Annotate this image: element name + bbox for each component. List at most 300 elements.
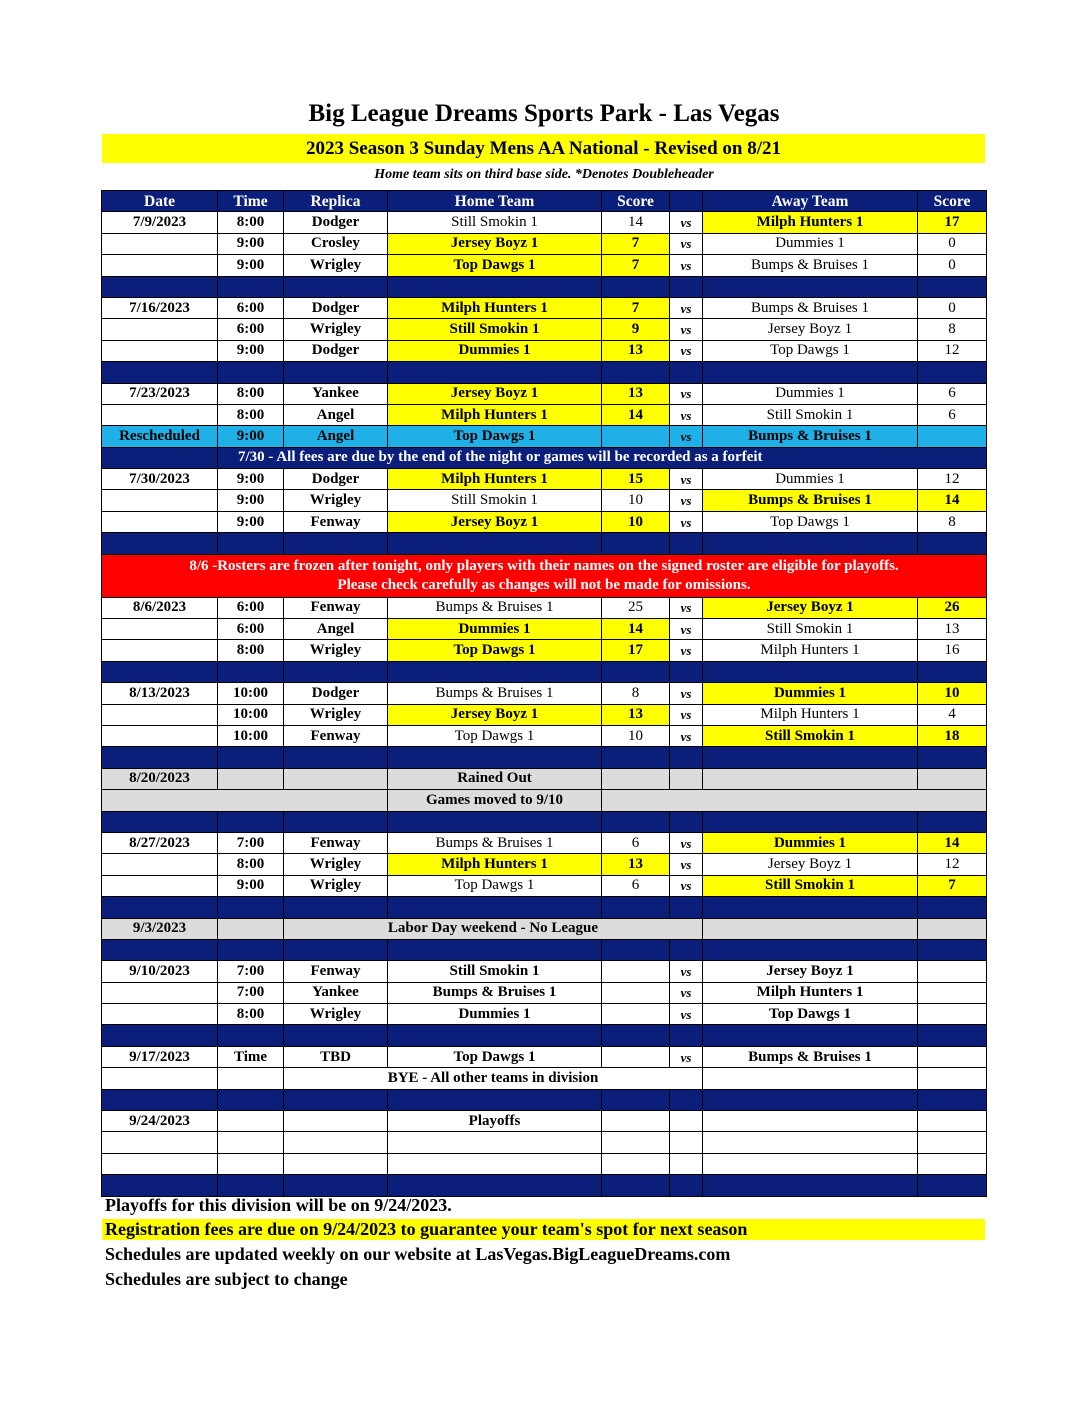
vs-label: vs bbox=[670, 875, 703, 896]
separator-cell bbox=[918, 661, 987, 682]
cell-time: 9:00 bbox=[218, 469, 284, 490]
blank-cell bbox=[102, 790, 388, 811]
cell-away-score: 7 bbox=[918, 875, 987, 896]
cell-home-team: Still Smokin 1 bbox=[388, 212, 602, 233]
rained-out-row bbox=[102, 768, 987, 789]
footer-change-note: Schedules are subject to change bbox=[105, 1269, 348, 1289]
game-row bbox=[102, 854, 987, 875]
separator-cell bbox=[918, 276, 987, 297]
vs-label: vs bbox=[670, 597, 703, 618]
vs-label: vs bbox=[670, 704, 703, 725]
cell-date bbox=[102, 875, 218, 896]
blank-cell bbox=[703, 768, 918, 789]
blank-cell bbox=[918, 1111, 987, 1132]
separator-cell bbox=[284, 747, 388, 768]
cell-away-team: Bumps & Bruises 1 bbox=[703, 1046, 918, 1067]
game-row bbox=[102, 597, 987, 618]
separator-cell bbox=[388, 811, 602, 832]
separator-cell bbox=[102, 939, 218, 960]
header-home-score: Score bbox=[602, 191, 670, 212]
game-row bbox=[102, 255, 987, 276]
cell-home-team: Still Smokin 1 bbox=[388, 319, 602, 340]
vs-label: vs bbox=[670, 982, 703, 1003]
cell-away-score: 0 bbox=[918, 233, 987, 254]
cell-date bbox=[102, 619, 218, 640]
cell-date: 9/10/2023 bbox=[102, 961, 218, 982]
header-vs bbox=[670, 191, 703, 212]
cell-date bbox=[102, 340, 218, 361]
fee-notice: 7/30 - All fees are due by the end of the night or games will be recorded as a forfeit bbox=[218, 447, 987, 468]
game-row bbox=[102, 490, 987, 511]
cell-replica: Angel bbox=[284, 404, 388, 425]
cell-away-team: Dummies 1 bbox=[703, 233, 918, 254]
cell-time: 6:00 bbox=[218, 597, 284, 618]
separator-cell bbox=[670, 939, 703, 960]
cell-home-score bbox=[602, 982, 670, 1003]
cell-home-team: Bumps & Bruises 1 bbox=[388, 597, 602, 618]
separator-cell bbox=[388, 1025, 602, 1046]
cell-home-team: Still Smokin 1 bbox=[388, 490, 602, 511]
separator-cell bbox=[670, 747, 703, 768]
blank-cell bbox=[703, 918, 918, 939]
separator-cell bbox=[703, 533, 918, 554]
cell-away-team: Milph Hunters 1 bbox=[703, 212, 918, 233]
cell-time: 9:00 bbox=[218, 340, 284, 361]
cell-date: 7/16/2023 bbox=[102, 297, 218, 318]
cell-time: 7:00 bbox=[218, 961, 284, 982]
bye-row bbox=[102, 1068, 987, 1089]
cell-home-team: Milph Hunters 1 bbox=[388, 297, 602, 318]
cell-date: 9/3/2023 bbox=[102, 918, 218, 939]
cell-away-team: Dummies 1 bbox=[703, 832, 918, 853]
blank-cell bbox=[703, 1153, 918, 1174]
header-home-team: Home Team bbox=[388, 191, 602, 212]
cell-home-team: Jersey Boyz 1 bbox=[388, 511, 602, 532]
separator-cell bbox=[670, 811, 703, 832]
blank-cell bbox=[602, 1153, 670, 1174]
home-team-note: Home team sits on third base side. *Denotes Doubleheader bbox=[374, 167, 714, 182]
blank-cell bbox=[670, 1132, 703, 1153]
cell-date bbox=[102, 1004, 218, 1025]
cell-away-team: Top Dawgs 1 bbox=[703, 1004, 918, 1025]
cell-date: 8/20/2023 bbox=[102, 768, 218, 789]
separator-cell bbox=[284, 897, 388, 918]
game-row bbox=[102, 1004, 987, 1025]
blank-cell bbox=[918, 1068, 987, 1089]
separator-cell bbox=[218, 1175, 284, 1196]
separator-cell bbox=[602, 1025, 670, 1046]
cell-away-score: 14 bbox=[918, 832, 987, 853]
separator-cell bbox=[918, 939, 987, 960]
week-separator bbox=[102, 661, 987, 682]
cell-date: Rescheduled bbox=[102, 426, 218, 447]
cell-replica: Yankee bbox=[284, 383, 388, 404]
separator-cell bbox=[670, 1025, 703, 1046]
cell-date: 8/6/2023 bbox=[102, 597, 218, 618]
vs-label: vs bbox=[670, 426, 703, 447]
week-separator bbox=[102, 533, 987, 554]
separator-cell bbox=[703, 1025, 918, 1046]
separator-cell bbox=[670, 897, 703, 918]
separator-cell bbox=[388, 939, 602, 960]
roster-notice-line2: Please check carefully as changes will not be made for omissions. bbox=[337, 576, 751, 593]
cell-replica: Fenway bbox=[284, 725, 388, 746]
game-row bbox=[102, 1046, 987, 1067]
cell-date bbox=[102, 511, 218, 532]
separator-cell bbox=[602, 747, 670, 768]
vs-label: vs bbox=[670, 832, 703, 853]
cell-home-team: Still Smokin 1 bbox=[388, 961, 602, 982]
week-separator bbox=[102, 897, 987, 918]
blank-cell bbox=[703, 1132, 918, 1153]
cell-away-score: 8 bbox=[918, 319, 987, 340]
cell-away-score bbox=[918, 961, 987, 982]
cell-away-score: 12 bbox=[918, 340, 987, 361]
week-separator bbox=[102, 939, 987, 960]
labor-day-row bbox=[102, 918, 987, 939]
blank-cell bbox=[670, 1111, 703, 1132]
schedule-table bbox=[101, 190, 987, 1197]
cell-away-team: Bumps & Bruises 1 bbox=[703, 490, 918, 511]
cell-home-team: Top Dawgs 1 bbox=[388, 255, 602, 276]
separator-cell bbox=[388, 1089, 602, 1110]
game-row bbox=[102, 511, 987, 532]
cell-away-score bbox=[918, 426, 987, 447]
playoffs-row bbox=[102, 1111, 987, 1132]
separator-cell bbox=[284, 276, 388, 297]
cell-replica: Fenway bbox=[284, 511, 388, 532]
game-row bbox=[102, 704, 987, 725]
games-moved-label: Games moved to 9/10 bbox=[388, 790, 602, 811]
cell-away-team: Milph Hunters 1 bbox=[703, 704, 918, 725]
vs-label: vs bbox=[670, 212, 703, 233]
vs-label: vs bbox=[670, 725, 703, 746]
cell-home-score: 10 bbox=[602, 490, 670, 511]
playoffs-label: Playoffs bbox=[388, 1111, 602, 1132]
blank-cell bbox=[918, 1132, 987, 1153]
vs-label: vs bbox=[670, 255, 703, 276]
separator-cell bbox=[670, 1175, 703, 1196]
cell-time: 9:00 bbox=[218, 511, 284, 532]
separator-cell bbox=[388, 276, 602, 297]
cell-time: Time bbox=[218, 1046, 284, 1067]
separator-cell bbox=[102, 362, 218, 383]
vs-label: vs bbox=[670, 297, 703, 318]
separator-cell bbox=[670, 533, 703, 554]
cell-away-team: Bumps & Bruises 1 bbox=[703, 426, 918, 447]
cell-date: 7/23/2023 bbox=[102, 383, 218, 404]
blank-cell bbox=[602, 1132, 670, 1153]
empty-row bbox=[102, 1132, 987, 1153]
cell-home-team: Milph Hunters 1 bbox=[388, 404, 602, 425]
cell-date bbox=[102, 704, 218, 725]
cell-away-team: Top Dawgs 1 bbox=[703, 511, 918, 532]
separator-cell bbox=[284, 811, 388, 832]
blank-cell bbox=[602, 768, 670, 789]
cell-time: 10:00 bbox=[218, 725, 284, 746]
separator-cell bbox=[602, 811, 670, 832]
separator-cell bbox=[918, 747, 987, 768]
cell-replica: Wrigley bbox=[284, 255, 388, 276]
cell-time: 6:00 bbox=[218, 319, 284, 340]
cell-home-team: Bumps & Bruises 1 bbox=[388, 683, 602, 704]
cell-time: 8:00 bbox=[218, 212, 284, 233]
footer-registration-note: Registration fees are due on 9/24/2023 to guarantee your team's spot for next season bbox=[102, 1219, 985, 1240]
header-away-team: Away Team bbox=[703, 191, 918, 212]
cell-away-score bbox=[918, 1004, 987, 1025]
separator-cell bbox=[284, 661, 388, 682]
cell-away-team: Jersey Boyz 1 bbox=[703, 597, 918, 618]
game-row bbox=[102, 404, 987, 425]
vs-label: vs bbox=[670, 383, 703, 404]
cell-replica: Crosley bbox=[284, 233, 388, 254]
cell-home-score: 7 bbox=[602, 233, 670, 254]
vs-label: vs bbox=[670, 640, 703, 661]
vs-label: vs bbox=[670, 233, 703, 254]
vs-label: vs bbox=[670, 1046, 703, 1067]
cell-home-score: 6 bbox=[602, 832, 670, 853]
separator-cell bbox=[703, 747, 918, 768]
games-moved-row bbox=[102, 790, 987, 811]
separator-cell bbox=[102, 1025, 218, 1046]
cell-home-team: Dummies 1 bbox=[388, 1004, 602, 1025]
game-row bbox=[102, 683, 987, 704]
separator-cell bbox=[284, 1089, 388, 1110]
week-separator bbox=[102, 362, 987, 383]
cell-home-score bbox=[602, 1004, 670, 1025]
cell-date: 8/27/2023 bbox=[102, 832, 218, 853]
separator-cell bbox=[602, 1175, 670, 1196]
game-row bbox=[102, 319, 987, 340]
separator-cell bbox=[670, 276, 703, 297]
separator-cell bbox=[388, 661, 602, 682]
blank-cell bbox=[218, 1068, 284, 1089]
cell-home-team: Jersey Boyz 1 bbox=[388, 704, 602, 725]
week-separator bbox=[102, 276, 987, 297]
cell-replica: Fenway bbox=[284, 961, 388, 982]
blank-cell bbox=[218, 918, 284, 939]
cell-replica: Wrigley bbox=[284, 854, 388, 875]
cell-away-score bbox=[918, 982, 987, 1003]
separator-cell bbox=[602, 939, 670, 960]
blank-cell bbox=[918, 1153, 987, 1174]
cell-date bbox=[102, 640, 218, 661]
game-row bbox=[102, 982, 987, 1003]
header-date: Date bbox=[102, 191, 218, 212]
cell-replica: Wrigley bbox=[284, 1004, 388, 1025]
cell-date: 7/30/2023 bbox=[102, 469, 218, 490]
separator-cell bbox=[218, 939, 284, 960]
blank-cell bbox=[388, 1153, 602, 1174]
vs-label: vs bbox=[670, 854, 703, 875]
game-row bbox=[102, 426, 987, 447]
separator-cell bbox=[703, 1175, 918, 1196]
cell-time: 6:00 bbox=[218, 619, 284, 640]
cell-home-score: 7 bbox=[602, 297, 670, 318]
game-row bbox=[102, 233, 987, 254]
cell-replica: Fenway bbox=[284, 597, 388, 618]
separator-cell bbox=[284, 533, 388, 554]
cell-time: 8:00 bbox=[218, 404, 284, 425]
separator-cell bbox=[218, 276, 284, 297]
cell-away-score: 26 bbox=[918, 597, 987, 618]
week-separator bbox=[102, 1089, 987, 1110]
blank-cell bbox=[602, 1111, 670, 1132]
cell-away-team: Still Smokin 1 bbox=[703, 404, 918, 425]
cell-home-score: 8 bbox=[602, 683, 670, 704]
cell-home-score: 14 bbox=[602, 619, 670, 640]
cell-date: 9/24/2023 bbox=[102, 1111, 218, 1132]
cell-home-score: 13 bbox=[602, 854, 670, 875]
separator-cell bbox=[102, 1175, 218, 1196]
schedule-subtitle: 2023 Season 3 Sunday Mens AA National - Revised on 8/21 bbox=[102, 134, 985, 163]
separator-cell bbox=[102, 661, 218, 682]
blank-cell bbox=[703, 1111, 918, 1132]
cell-time: 8:00 bbox=[218, 640, 284, 661]
cell-home-score: 14 bbox=[602, 404, 670, 425]
cell-home-score bbox=[602, 961, 670, 982]
blank-cell bbox=[388, 1132, 602, 1153]
game-row bbox=[102, 469, 987, 490]
cell-date: 8/13/2023 bbox=[102, 683, 218, 704]
cell-replica: Wrigley bbox=[284, 490, 388, 511]
cell-away-score: 16 bbox=[918, 640, 987, 661]
cell-home-team: Top Dawgs 1 bbox=[388, 640, 602, 661]
cell-date bbox=[102, 233, 218, 254]
cell-away-score: 10 bbox=[918, 683, 987, 704]
separator-cell bbox=[918, 1089, 987, 1110]
cell-away-score: 14 bbox=[918, 490, 987, 511]
separator-cell bbox=[602, 533, 670, 554]
vs-label: vs bbox=[670, 404, 703, 425]
separator-cell bbox=[703, 811, 918, 832]
cell-away-score: 8 bbox=[918, 511, 987, 532]
cell-home-team: Top Dawgs 1 bbox=[388, 426, 602, 447]
cell-away-team: Top Dawgs 1 bbox=[703, 340, 918, 361]
week-separator bbox=[102, 1025, 987, 1046]
separator-cell bbox=[218, 1025, 284, 1046]
roster-notice bbox=[102, 554, 987, 597]
cell-away-team: Jersey Boyz 1 bbox=[703, 961, 918, 982]
game-row bbox=[102, 340, 987, 361]
cell-home-score: 25 bbox=[602, 597, 670, 618]
separator-cell bbox=[102, 1089, 218, 1110]
cell-time: 10:00 bbox=[218, 683, 284, 704]
cell-replica: Dodger bbox=[284, 212, 388, 233]
game-row bbox=[102, 383, 987, 404]
notice-row bbox=[102, 447, 987, 468]
separator-cell bbox=[602, 362, 670, 383]
footer-playoffs-note: Playoffs for this division will be on 9/24/2023. bbox=[105, 1195, 452, 1215]
cell-home-team: Dummies 1 bbox=[388, 619, 602, 640]
game-row bbox=[102, 725, 987, 746]
separator-cell bbox=[703, 661, 918, 682]
cell-away-team: Jersey Boyz 1 bbox=[703, 854, 918, 875]
cell-home-team: Milph Hunters 1 bbox=[388, 469, 602, 490]
separator-cell bbox=[218, 1089, 284, 1110]
cell-home-score: 7 bbox=[602, 255, 670, 276]
separator-cell bbox=[703, 897, 918, 918]
vs-label: vs bbox=[670, 511, 703, 532]
separator-cell bbox=[670, 661, 703, 682]
blank-cell bbox=[102, 1132, 218, 1153]
blank-cell bbox=[284, 768, 388, 789]
cell-away-score: 12 bbox=[918, 854, 987, 875]
cell-home-score: 10 bbox=[602, 725, 670, 746]
cell-time: 9:00 bbox=[218, 490, 284, 511]
table-header bbox=[102, 191, 987, 212]
cell-date bbox=[102, 319, 218, 340]
cell-home-score: 15 bbox=[602, 469, 670, 490]
cell-away-team: Dummies 1 bbox=[703, 383, 918, 404]
cell-replica: Angel bbox=[284, 619, 388, 640]
separator-cell bbox=[102, 897, 218, 918]
cell-home-team: Top Dawgs 1 bbox=[388, 725, 602, 746]
game-row bbox=[102, 212, 987, 233]
roster-notice-line1: 8/6 -Rosters are frozen after tonight, only players with their names on the signed roster are eligible for playoffs. bbox=[189, 557, 899, 574]
separator-cell bbox=[218, 747, 284, 768]
blank-cell bbox=[284, 1111, 388, 1132]
cell-away-team: Jersey Boyz 1 bbox=[703, 319, 918, 340]
separator-cell bbox=[102, 811, 218, 832]
cell-time: 9:00 bbox=[218, 875, 284, 896]
vs-label: vs bbox=[670, 490, 703, 511]
cell-away-team: Milph Hunters 1 bbox=[703, 640, 918, 661]
cell-date: 9/17/2023 bbox=[102, 1046, 218, 1067]
separator-cell bbox=[602, 276, 670, 297]
blank-cell bbox=[218, 1153, 284, 1174]
header-away-score: Score bbox=[918, 191, 987, 212]
cell-replica: Wrigley bbox=[284, 704, 388, 725]
cell-away-score: 18 bbox=[918, 725, 987, 746]
cell-time: 7:00 bbox=[218, 832, 284, 853]
separator-cell bbox=[602, 897, 670, 918]
footer-website-note: Schedules are updated weekly on our website at LasVegas.BigLeagueDreams.com bbox=[105, 1244, 731, 1264]
separator-cell bbox=[102, 747, 218, 768]
cell-replica: TBD bbox=[284, 1046, 388, 1067]
blank-cell bbox=[102, 447, 218, 468]
separator-cell bbox=[388, 747, 602, 768]
cell-time: 9:00 bbox=[218, 426, 284, 447]
vs-label: vs bbox=[670, 340, 703, 361]
cell-away-team: Dummies 1 bbox=[703, 683, 918, 704]
week-separator bbox=[102, 1175, 987, 1196]
vs-label: vs bbox=[670, 961, 703, 982]
separator-cell bbox=[284, 939, 388, 960]
cell-time: 7:00 bbox=[218, 982, 284, 1003]
blank-cell bbox=[102, 1153, 218, 1174]
blank-cell bbox=[918, 768, 987, 789]
separator-cell bbox=[218, 533, 284, 554]
cell-replica: Wrigley bbox=[284, 875, 388, 896]
cell-replica: Wrigley bbox=[284, 640, 388, 661]
separator-cell bbox=[284, 1175, 388, 1196]
cell-home-team: Jersey Boyz 1 bbox=[388, 383, 602, 404]
separator-cell bbox=[284, 1025, 388, 1046]
cell-home-team: Bumps & Bruises 1 bbox=[388, 982, 602, 1003]
cell-home-team: Milph Hunters 1 bbox=[388, 854, 602, 875]
cell-date bbox=[102, 725, 218, 746]
game-row bbox=[102, 832, 987, 853]
cell-time: 8:00 bbox=[218, 1004, 284, 1025]
cell-time: 9:00 bbox=[218, 255, 284, 276]
cell-home-score bbox=[602, 1046, 670, 1067]
separator-cell bbox=[918, 533, 987, 554]
cell-time: 8:00 bbox=[218, 854, 284, 875]
cell-home-score: 9 bbox=[602, 319, 670, 340]
blank-cell bbox=[218, 768, 284, 789]
cell-replica: Dodger bbox=[284, 340, 388, 361]
